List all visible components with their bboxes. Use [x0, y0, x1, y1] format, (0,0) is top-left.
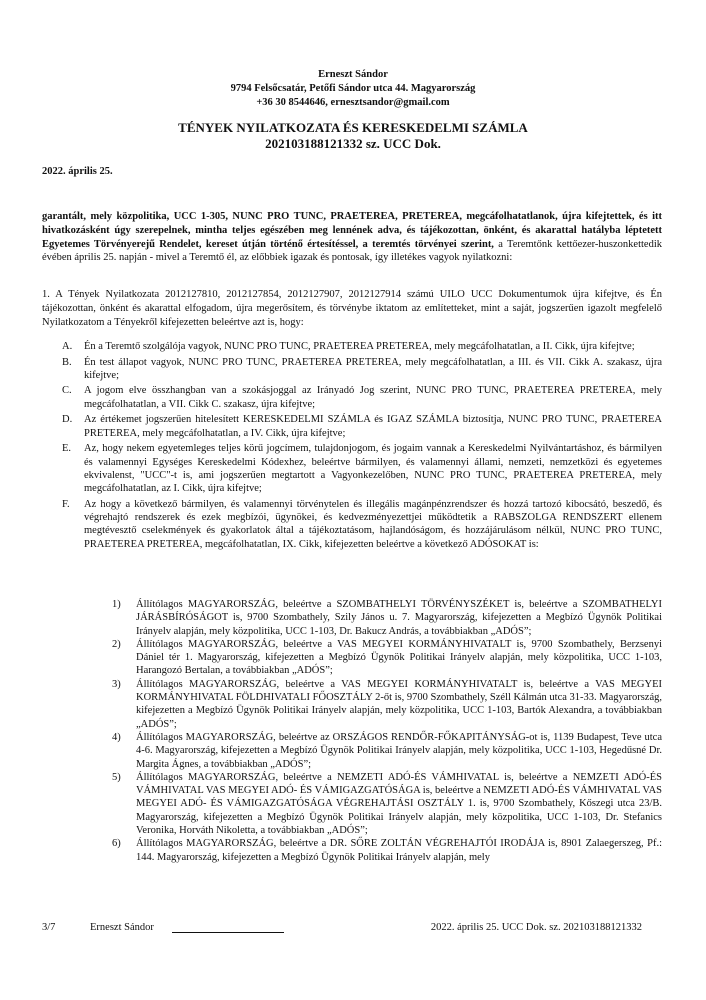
list-item-label: C. — [62, 385, 72, 397]
list-item — [100, 678, 662, 731]
list-item-text: Én a Teremtő szolgálója vagyok, NUNC PRO TUNC, PRAETEREA PRETEREA, mely megcáfolhatatlan, a II. Cikk, újra kifejtve; — [84, 341, 635, 352]
list-item — [100, 731, 662, 771]
list-item-text: Állítólagos MAGYARORSZÁG, beleértve az ORSZÁGOS RENDŐR-FŐKAPITÁNYSÁG-ot is, 1139 Budapest, Teve utca 4-6. Magyarország, kifejezetten a Megbízó Ügynök Politikai Irányelv alapján, mely közpolitika, UCC 1-103, Hegedűsné Dr. Margita Ágnes, a továbbiakban „ADÓS”; — [136, 731, 662, 770]
title-line-2: 202103188121332 sz. UCC Dok. — [265, 136, 441, 151]
list-item-text: Állítólagos MAGYARORSZÁG, beleértve a NEMZETI ADÓ-ÉS VÁMHIVATAL is, beleértve a NEMZETI ADÓ-ÉS VÁMHIVATAL VAS MEGYEI ADÓ- ÉS VÁMIGAZGATÓSÁGA is, beleértve a NEMZETI ADÓ-ÉS VÁMHIVATAL VAS MEGYEI ADÓ- ÉS VÁMIGAZGATÓSÁGA VÉGREHAJTÁSI OSZTÁLY 1. is, 9700 Szombathely, Kőszegi utca 23/B. Magyarország, kifejezetten a Megbízó Ügynök Politikai Irányelv alapján, mely közpolitika, UCC 1-103, Dr. Stefanics Veronika, Horváth Nikoletta, a továbbiakban „ADÓS”; — [136, 771, 662, 837]
list-item-text: Az, hogy nekem egyetemleges teljes körű jogcímem, tulajdonjogom, és jogaim vannak a Kereskedelmi Nyilvántartáshoz, és bármilyen és valamennyi Egységes Kereskedelmi Kódexhez, beleértve bármilyen, és valamennyi állami, nemzeti, nemzetközi és egyetemes ekvivalenst, "UCC"-t is, ami jogszerűen megtartott a Vagyonkezelőben, NUNC PRO TUNC, PRAETEREA PRETEREA, mely megcáfolhatatlan, az I. Cikk, újra kifejtve; — [84, 443, 662, 495]
list-item-label: B. — [62, 356, 72, 368]
list-item-label: 5) — [112, 771, 121, 783]
footer-reference: 2022. április 25. UCC Dok. sz. 202103188121332 — [430, 922, 642, 933]
footer-name: Erneszt Sándor — [90, 922, 154, 933]
letterhead — [0, 68, 706, 110]
list-item-text: A jogom elve összhangban van a szokásjoggal az Irányadó Jog szerint, NUNC PRO TUNC, PRAETEREA PRETEREA, mely megcáfolhatatlan, a VII. Cikk C. szakasz, újra kifejtve; — [84, 385, 662, 410]
document-date: 2022. április 25. — [42, 166, 113, 177]
sender-contact: +36 30 8544646, ernesztsandor@gmail.com — [256, 97, 450, 108]
list-item-label: 1) — [112, 599, 121, 610]
intro-paragraph — [42, 210, 662, 265]
intro-bold-text: garantált, mely közpolitika, UCC 1-305, NUNC PRO TUNC, PRAETEREA, PRETEREA, megcáfolhatatlanok, újra kifejtettek, és itt hivatkozásként úgy szerepelnek, mintha teljes egészében meg lennének adva, és tájékozottan, önként, és akarattal hatályba léptetett Egyetemes Törvényerejű Rendelet, kereset útján történő értesítéssel, a teremtés törvényei szerint, — [42, 211, 662, 250]
list-item-label: 4) — [112, 731, 121, 743]
page-number: 3/7 — [42, 922, 56, 933]
list-item-label: D. — [62, 414, 73, 426]
list-item — [100, 598, 662, 638]
list-item-text: Az hogy a következő bármilyen, és valamennyi törvénytelen és illegális magánpénzrendszer és hozzá tartozó kibocsátó, beszedő, és végrehajtó rendszerek és ezek megbízói, ügynökei, és kedvezményezettjei működtetik a RABSZOLGA RENDSZERT ellenem megtévesztő cselekmények és gyakorlatok által a tájékoztatásom, hajlandóságom, és hozzájárulásom nélkül, NUNC PRO TUNC, PRAETEREA PRETEREA, megcáfolhatatlan, IX. Cikk, kifejezetten beleértve a következő ADÓSOKAT is: — [84, 498, 662, 550]
list-item-text: Állítólagos MAGYARORSZÁG, beleértve a VAS MEGYEI KORMÁNYHIVATALT is, beleértve a VAS MEGYEI KORMÁNYHIVATAL FÖLDHIVATALI FŐOSZTÁLY 2-őt is, 9700 Szombathely, Széll Kálmán utca 31-33. Magyarország, kifejezetten a Megbízó Ügynök Politikai Irányelv alapján, mely közpolitika, UCC 1-103, Bartók Alexandra, a továbbiakban „ADÓS”; — [136, 678, 662, 730]
list-item — [42, 384, 662, 411]
list-item-text: Az értékemet jogszerűen hitelesített KERESKEDELMI SZÁMLA és IGAZ SZÁMLA biztosítja, NUNC PRO TUNC, PRAETEREA PRETEREA, mely megcáfolhatatlan, a IV. Cikk, újra kifejtve; — [84, 414, 662, 439]
list-item-label: E. — [62, 443, 72, 455]
list-item — [42, 340, 662, 353]
list-item — [42, 413, 662, 440]
list-item-label: 3) — [112, 678, 121, 690]
sender-address: 9794 Felsőcsatár, Petőfi Sándor utca 44. Magyarország — [230, 83, 476, 94]
list-item — [42, 498, 662, 551]
list-item — [42, 356, 662, 383]
list-item — [100, 771, 662, 837]
list-item-label: F. — [62, 498, 70, 510]
signature-line — [172, 932, 284, 933]
list-item — [100, 837, 662, 864]
list-item — [100, 638, 662, 678]
sender-name: Erneszt Sándor — [318, 69, 388, 80]
list-item-label: A. — [62, 341, 73, 352]
list-item-label: 6) — [112, 838, 121, 850]
document-title — [0, 120, 706, 152]
list-item-text: Állítólagos MAGYARORSZÁG, beleértve a VAS MEGYEI KORMÁNYHIVATALT is, 9700 Szombathely, Berzsenyi Dániel tér 1. Magyarország, kifejezetten a Megbízó Ügynök Politikai Irányelv alapján, mely közpolitika, UCC 1-103, Harangozó Bertalan, a továbbiakban „ADÓS”; — [136, 638, 662, 677]
list-item — [42, 442, 662, 495]
list-item-text: Állítólagos MAGYARORSZÁG, beleértve a SZOMBATHELYI TÖRVÉNYSZÉKET is, beleértve a SZOMBATHELYI JÁRÁSBÍRÓSÁGOT is, 9700 Szombathely, Szily János u. 7. Magyarország, kifejezetten a Megbízó Ügynök Politikai Irányelv alapján, mely közpolitika, UCC 1-103, Dr. Bakucz András, a továbbiakban „ADÓS”; — [136, 599, 662, 637]
page-footer — [42, 922, 662, 936]
title-line-1: TÉNYEK NYILATKOZATA ÉS KERESKEDELMI SZÁMLA — [178, 120, 528, 135]
intro-normal-text: a Teremtőnk kettőezer-huszonkettedik évében április 25. napján - mivel a Teremtő él, az előbbiek igazak és pontosak, így illetékes vagyok nyilatkozni: — [42, 238, 662, 264]
list-item-label: 2) — [112, 638, 121, 650]
paragraph-1: 1. A Tények Nyilatkozata 2012127810, 2012127854, 2012127907, 2012127914 számú UILO UCC Dokumentumok újra kifejtve, és Én tájékozottan, önként és akarattal elfogadom, újra megerősítem, és törvénybe iktatom az említetteket, mint a saját, jogszerűen igazolt megfelelő Nyilatkozatom a Tényekről kifejezetten beleértve azt is, hogy: — [42, 289, 662, 328]
list-item-text: Én test állapot vagyok, NUNC PRO TUNC, PRAETEREA PRETEREA, mely megcáfolhatatlan, a III. és VII. Cikk A. szakasz, újra kifejtve; — [84, 356, 662, 381]
numbered-list — [100, 598, 662, 864]
lettered-list — [42, 340, 662, 553]
list-item-text: Állítólagos MAGYARORSZÁG, beleértve a DR. SŐRE ZOLTÁN VÉGREHAJTÓI IRODÁJA is, 8901 Zalaegerszeg, Pf.: 144. Magyarország, kifejezetten a Megbízó Ügynök Politikai Irányelv alapján, mely — [136, 838, 662, 863]
